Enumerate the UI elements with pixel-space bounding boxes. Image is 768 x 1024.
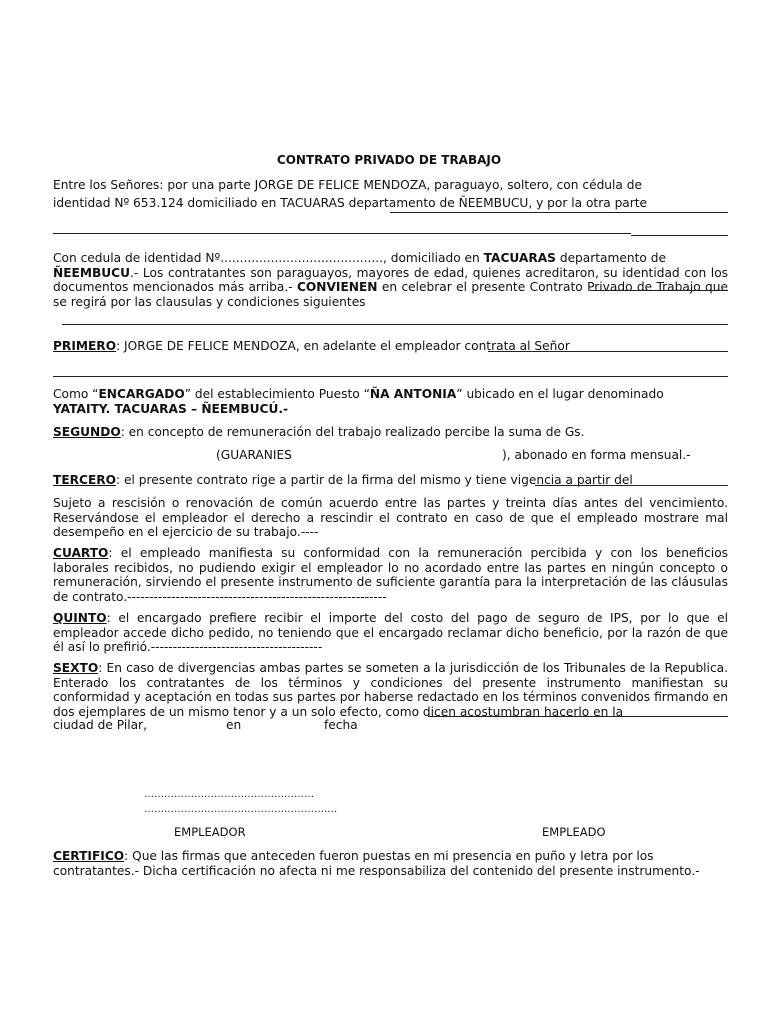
blank-line: [488, 351, 728, 352]
guaranies-label: (GUARANIES: [216, 448, 292, 462]
intro-line-2: identidad Nº 653.124 domiciliado en TACUARAS departamento de ÑEEMBUCU, y por la otra parte: [53, 196, 648, 210]
empleador-label: EMPLEADOR: [174, 825, 246, 839]
blank-line: [590, 290, 728, 291]
mensual-label: ), abonado en forma mensual.-: [502, 448, 691, 462]
blank-line: [62, 324, 728, 325]
como-line: Como “ENCARGADO” del establecimiento Puesto “ÑA ANTONIA” ubicado en el lugar denominado: [53, 387, 664, 401]
clause-quinto: QUINTO: el encargado prefiere recibir el importe del costo del pago de seguro de IPS, por lo que el empleador accede dicho pedido, no teniendo que el encargado reclamar dicho beneficio, por la razón de que él así lo prefirió.---------------------------------------: [53, 611, 728, 655]
cedula-paragraph: Con cedula de identidad Nº.........................................., domiciliado en TACUARAS departamento de ÑEEMBUCU.- Los contratantes son paraguayos, mayores de edad, quienes acreditaron, su identidad con los documentos mencionados más arriba.- CONVIENEN en celebrar el presente Contrato Privado de Trabajo que se regirá por las clausulas y condiciones siguientes: [53, 251, 728, 309]
signature-dots-2: ………………………………………………….: [144, 804, 338, 815]
blank-line: [390, 212, 728, 213]
certifico-paragraph: CERTIFICO: Que las firmas que anteceden fueron puestas en mi presencia en puño y letra por los contratantes.- Dicha certificación no afecta ni me responsabiliza del contenido del presente instrumento.-: [53, 849, 700, 878]
document-title: CONTRATO PRIVADO DE TRABAJO: [276, 153, 502, 167]
clause-primero: PRIMERO: JORGE DE FELICE MENDOZA, en adelante el empleador contrata al Señor: [53, 339, 570, 353]
intro-line-1: Entre los Señores: por una parte JORGE DE FELICE MENDOZA, paraguayo, soltero, con cédula de: [53, 178, 642, 192]
blank-line: [53, 376, 728, 377]
tercero-paragraph: Sujeto a rescisión o renovación de común acuerdo entre las partes y treinta días antes del vencimiento. Reservándose el empleador el derecho a rescindir el contrato en caso de que el empleado mostrare mal desempeño en el ejercicio de su trabajo.----: [53, 496, 728, 540]
ciudad-label: ciudad de Pilar,: [53, 718, 147, 732]
blank-line: [53, 233, 631, 234]
en-label: en: [226, 718, 242, 732]
fecha-label: fecha: [324, 718, 358, 732]
blank-line: [631, 235, 728, 236]
lugar-line: YATAITY. TACUARAS – ÑEEMBUCÚ.-: [53, 402, 289, 416]
clause-tercero: TERCERO: el presente contrato rige a partir de la firma del mismo y tiene vigencia a partir del: [53, 473, 633, 487]
signature-dots-1: ……………………………………………: [144, 789, 314, 800]
clause-sexto: SEXTO: En caso de divergencias ambas partes se someten a la jurisdicción de los Tribunales de la Republica. Enterado los contratantes de los términos y condiciones del presente instrumento manifiestan su conformidad y aceptación en todas sus partes por haberse redactado en los términos convenidos firmando en dos ejemplares de un mismo tenor y a un solo efecto, como dicen acostumbran hacerlo en la: [53, 661, 728, 719]
clause-segundo: SEGUNDO: en concepto de remuneración del trabajo realizado percibe la suma de Gs.: [53, 425, 585, 439]
blank-line: [535, 485, 728, 486]
empleado-label: EMPLEADO: [542, 825, 606, 839]
clause-cuarto: CUARTO: el empleado manifiesta su conformidad con la remuneración percibida y con los beneficios laborales recibidos, no pudiendo exigir el empleador lo no acordado entre las partes en ningún concepto o remuneración, sirviendo el presente instrumento de suficiente garantía para la interpretación de las cláusulas de contrato.-----------------------------------------------------------: [53, 546, 728, 604]
blank-line: [428, 716, 728, 717]
